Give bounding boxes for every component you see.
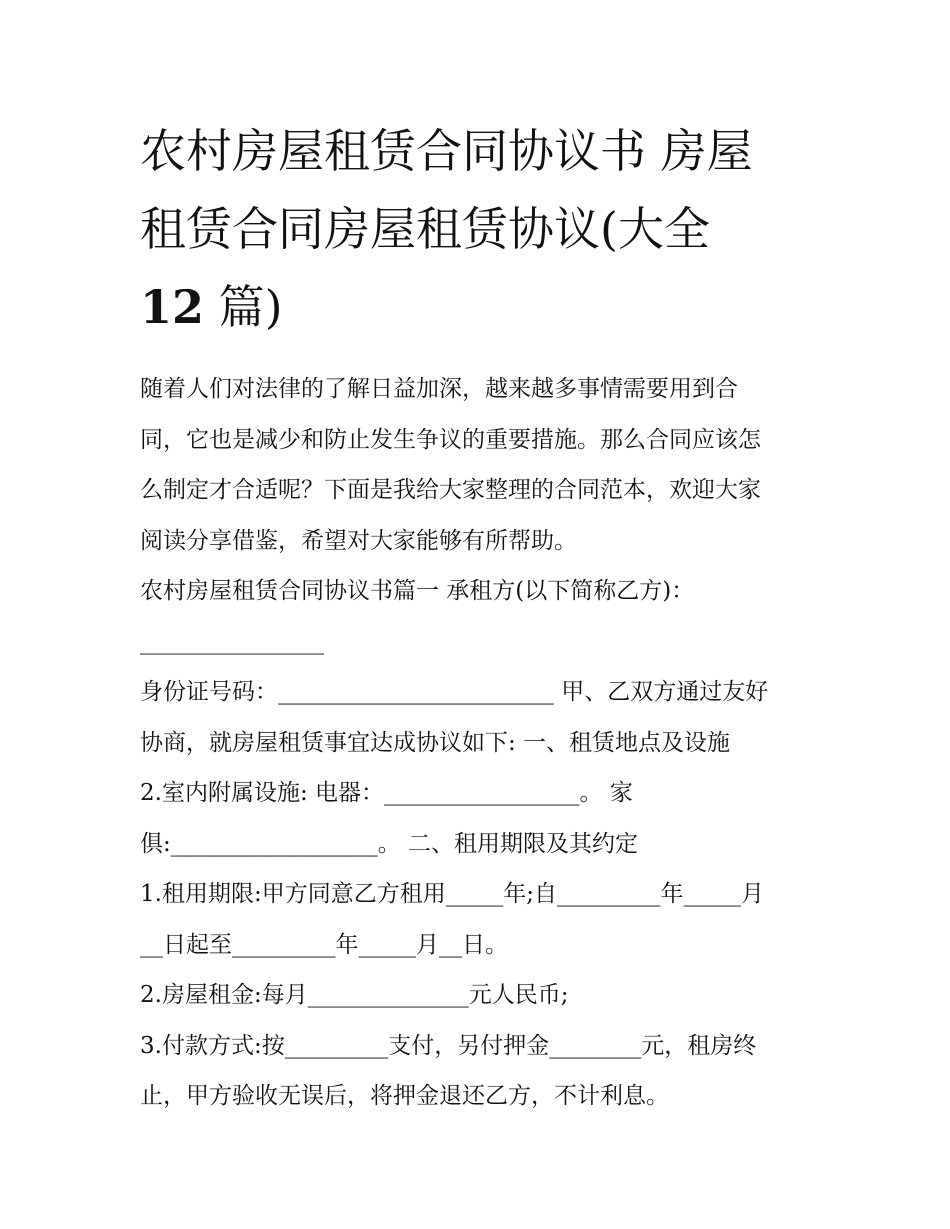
body-line: 止，甲方验收无误后，将押金退还乙方，不计利息。 — [140, 1083, 669, 1109]
body-line: 随着人们对法律的了解日益加深，越来越多事情需要用到合 — [140, 376, 738, 402]
body-line: 1.租用期限:甲方同意乙方租用_____年;自_________年_____月 — [140, 881, 764, 907]
title-line: 12 篇) — [140, 280, 283, 334]
body-line: 2.室内附属设施: 电器：_________________。 家 — [140, 780, 633, 806]
body-line: ________________ — [140, 628, 324, 655]
body-line: 协商，就房屋租赁事宜达成协议如下: 一、租赁地点及设施 — [140, 729, 731, 756]
body-line: 3.付款方式:按_________支付，另付押金________元，租房终 — [140, 1032, 757, 1059]
body-line: 身份证号码：________________________ 甲、乙双方通过友好 — [140, 679, 769, 705]
title-line: 租赁合同房屋租赁协议(大全 — [140, 202, 710, 256]
body-line: 阅读分享借鉴，希望对大家能够有所帮助。 — [140, 527, 577, 554]
title-line: 农村房屋租赁合同协议书 房屋 — [140, 124, 753, 178]
body-line: 么制定才合适呢？下面是我给大家整理的合同范本，欢迎大家 — [140, 477, 761, 503]
body-line: 2.房屋租金:每月______________元人民币; — [140, 982, 569, 1008]
document-title — [140, 112, 820, 346]
body-line: 俱:__________________。 二、租用期限及其约定 — [140, 830, 639, 857]
document-body — [140, 364, 820, 1122]
body-line: 农村房屋租赁合同协议书篇一 承租方(以下简称乙方)： — [140, 578, 695, 604]
document-page — [140, 112, 820, 1122]
title-number: 12 — [140, 280, 205, 334]
body-line: __日起至_________年_____月__日。 — [140, 931, 508, 958]
body-line: 同，它也是减少和防止发生争议的重要措施。那么合同应该怎 — [140, 426, 761, 453]
